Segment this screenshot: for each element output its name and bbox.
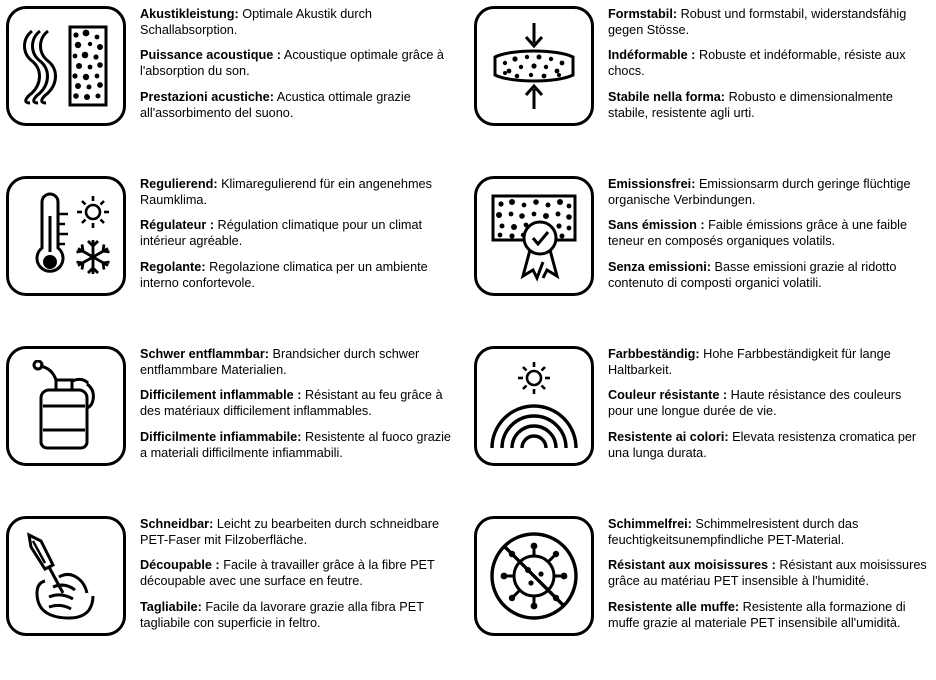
sun-colourfast-icon-box — [474, 346, 594, 466]
entry-text: Regolazione climatica per un ambiente interno confortevole. — [140, 259, 428, 290]
entry-label: Régulateur : — [140, 218, 215, 233]
thermometer-sun-snowflake-icon — [18, 190, 114, 282]
entry-label: Puissance acoustique : — [140, 48, 282, 63]
feature-entry-de — [140, 176, 460, 208]
entry-text: Emissionsarm durch geringe flüchtige organische Verbindungen. — [608, 177, 911, 208]
no-mould-icon — [488, 530, 580, 622]
feature-entry-de — [608, 516, 928, 548]
acoustic-wave-icon-box — [6, 6, 126, 126]
feature-texts — [608, 4, 928, 121]
feature-cell-low-emission — [468, 170, 936, 340]
entry-label: Difficilement inflammable : — [140, 388, 302, 403]
entry-label: Farbbeständig: — [608, 347, 700, 361]
feature-entry-it — [608, 429, 928, 461]
entry-label: Couleur résistante : — [608, 388, 728, 403]
feature-cell-colourfast — [468, 340, 936, 510]
entry-text: Résistant au feu grâce à des matériaux difficilement inflammables. — [140, 388, 443, 419]
feature-entry-it — [608, 599, 928, 631]
feature-texts — [608, 344, 928, 461]
feature-cell-dimensional-stability — [468, 0, 936, 170]
feature-entry-de — [608, 6, 928, 38]
entry-text: Schimmelresistent durch das feuchtigkeitsunempfindliche PET-Material. — [608, 517, 859, 548]
entry-label: Regulierend: — [140, 177, 218, 191]
feature-cell-acoustic — [0, 0, 468, 170]
entry-label: Tagliabile: — [140, 599, 202, 614]
feature-entry-fr — [140, 217, 460, 249]
entry-label: Senza emissioni: — [608, 259, 711, 274]
entry-text: Robust und formstabil, widerstandsfähig gegen Stösse. — [608, 7, 907, 38]
entry-text: Optimale Akustik durch Schallabsorption. — [140, 7, 372, 38]
entry-label: Schneidbar: — [140, 517, 214, 531]
feature-entry-fr — [608, 557, 928, 589]
feature-entry-it — [140, 599, 460, 631]
entry-label: Resistente ai colori: — [608, 429, 729, 444]
entry-text: Robusto e dimensionalmente stabile, resistente agli urti. — [608, 89, 893, 120]
feature-texts — [140, 174, 460, 291]
feature-entry-it — [608, 259, 928, 291]
entry-text: Resistente alla formazione di muffe grazie al materiale PET insensibile all'umidità. — [608, 599, 906, 630]
feature-texts — [140, 4, 460, 121]
entry-label: Resistente alle muffe: — [608, 599, 740, 614]
sun-colourfast-icon — [488, 362, 580, 450]
feature-cell-flame-retardant — [0, 340, 468, 510]
entry-label: Découpable : — [140, 558, 220, 573]
low-emission-seal-icon-box — [474, 176, 594, 296]
feature-entry-fr — [140, 557, 460, 589]
acoustic-wave-icon — [18, 23, 114, 109]
entry-label: Sans émission : — [608, 218, 705, 233]
entry-text: Elevata resistenza cromatica per una lunga durata. — [608, 429, 917, 460]
entry-text: Hohe Farbbeständigkeit für lange Haltbarkeit. — [608, 347, 891, 378]
entry-text: Basse emissioni grazie al ridotto contenuto di composti organici volatili. — [608, 259, 897, 290]
entry-text: Robuste et indéformable, résiste aux chocs. — [608, 48, 906, 79]
entry-text: Facile da lavorare grazie alla fibra PET tagliabile con superficie in feltro. — [140, 599, 424, 630]
entry-label: Difficilmente infiammabile: — [140, 429, 302, 444]
compression-arrows-icon-box — [474, 6, 594, 126]
thermometer-sun-snowflake-icon-box — [6, 176, 126, 296]
entry-text: Acustica ottimale grazie all'assorbimento del suono. — [140, 89, 411, 120]
low-emission-seal-icon — [487, 190, 581, 282]
entry-label: Regolante: — [140, 259, 206, 274]
feature-texts — [140, 514, 460, 631]
feature-texts — [608, 174, 928, 291]
feature-cell-mould-resistant — [468, 510, 936, 680]
feature-entry-fr — [608, 217, 928, 249]
feature-cell-cuttable — [0, 510, 468, 680]
entry-text: Facile à travailler grâce à la fibre PET découpable avec une surface en feutre. — [140, 558, 435, 589]
entry-label: Emissionsfrei: — [608, 177, 696, 191]
feature-entry-fr — [140, 387, 460, 419]
entry-label: Formstabil: — [608, 7, 678, 21]
feature-texts — [608, 514, 928, 631]
feature-entry-de — [608, 176, 928, 208]
entry-text: Résistant aux moisissures grâce au matériau PET insensible à l'humidité. — [608, 558, 927, 589]
hand-cutter-icon — [19, 531, 113, 621]
entry-text: Régulation climatique pour un climat intérieur agréable. — [140, 218, 423, 249]
entry-label: Schwer entflammbar: — [140, 347, 270, 361]
feature-texts — [140, 344, 460, 461]
feature-entry-fr — [608, 47, 928, 79]
fire-extinguisher-icon — [23, 360, 109, 452]
feature-entry-de — [140, 516, 460, 548]
entry-text: Haute résistance des couleurs pour une longue durée de vie. — [608, 388, 902, 419]
feature-entry-fr — [608, 387, 928, 419]
no-mould-icon-box — [474, 516, 594, 636]
entry-label: Schimmelfrei: — [608, 517, 692, 531]
feature-entry-de — [608, 346, 928, 378]
feature-entry-it — [608, 89, 928, 121]
feature-entry-it — [140, 259, 460, 291]
feature-entry-fr — [140, 47, 460, 79]
feature-entry-de — [140, 346, 460, 378]
compression-arrows-icon — [489, 21, 579, 111]
feature-entry-it — [140, 89, 460, 121]
fire-extinguisher-icon-box — [6, 346, 126, 466]
entry-text: Resistente al fuoco grazie a materiali difficilmente infiammabili. — [140, 429, 451, 460]
entry-text: Leicht zu bearbeiten durch schneidbare PET-Faser mit Filzoberfläche. — [140, 517, 440, 548]
entry-label: Stabile nella forma: — [608, 89, 726, 104]
feature-entry-it — [140, 429, 460, 461]
entry-label: Résistant aux moisissures : — [608, 558, 776, 573]
entry-text: Brandsicher durch schwer entflammbare Materialien. — [140, 347, 420, 378]
entry-text: Faible émissions grâce à une faible teneur en composés organiques volatils. — [608, 218, 908, 249]
hand-cutter-icon-box — [6, 516, 126, 636]
entry-text: Klimaregulierend für ein angenehmes Raumklima. — [140, 177, 432, 208]
entry-label: Akustikleistung: — [140, 7, 239, 21]
entry-label: Indéformable : — [608, 48, 696, 63]
entry-label: Prestazioni acustiche: — [140, 89, 274, 104]
feature-entry-de — [140, 6, 460, 38]
entry-text: Acoustique optimale grâce à l'absorption du son. — [140, 48, 444, 79]
feature-cell-climate-regulating — [0, 170, 468, 340]
